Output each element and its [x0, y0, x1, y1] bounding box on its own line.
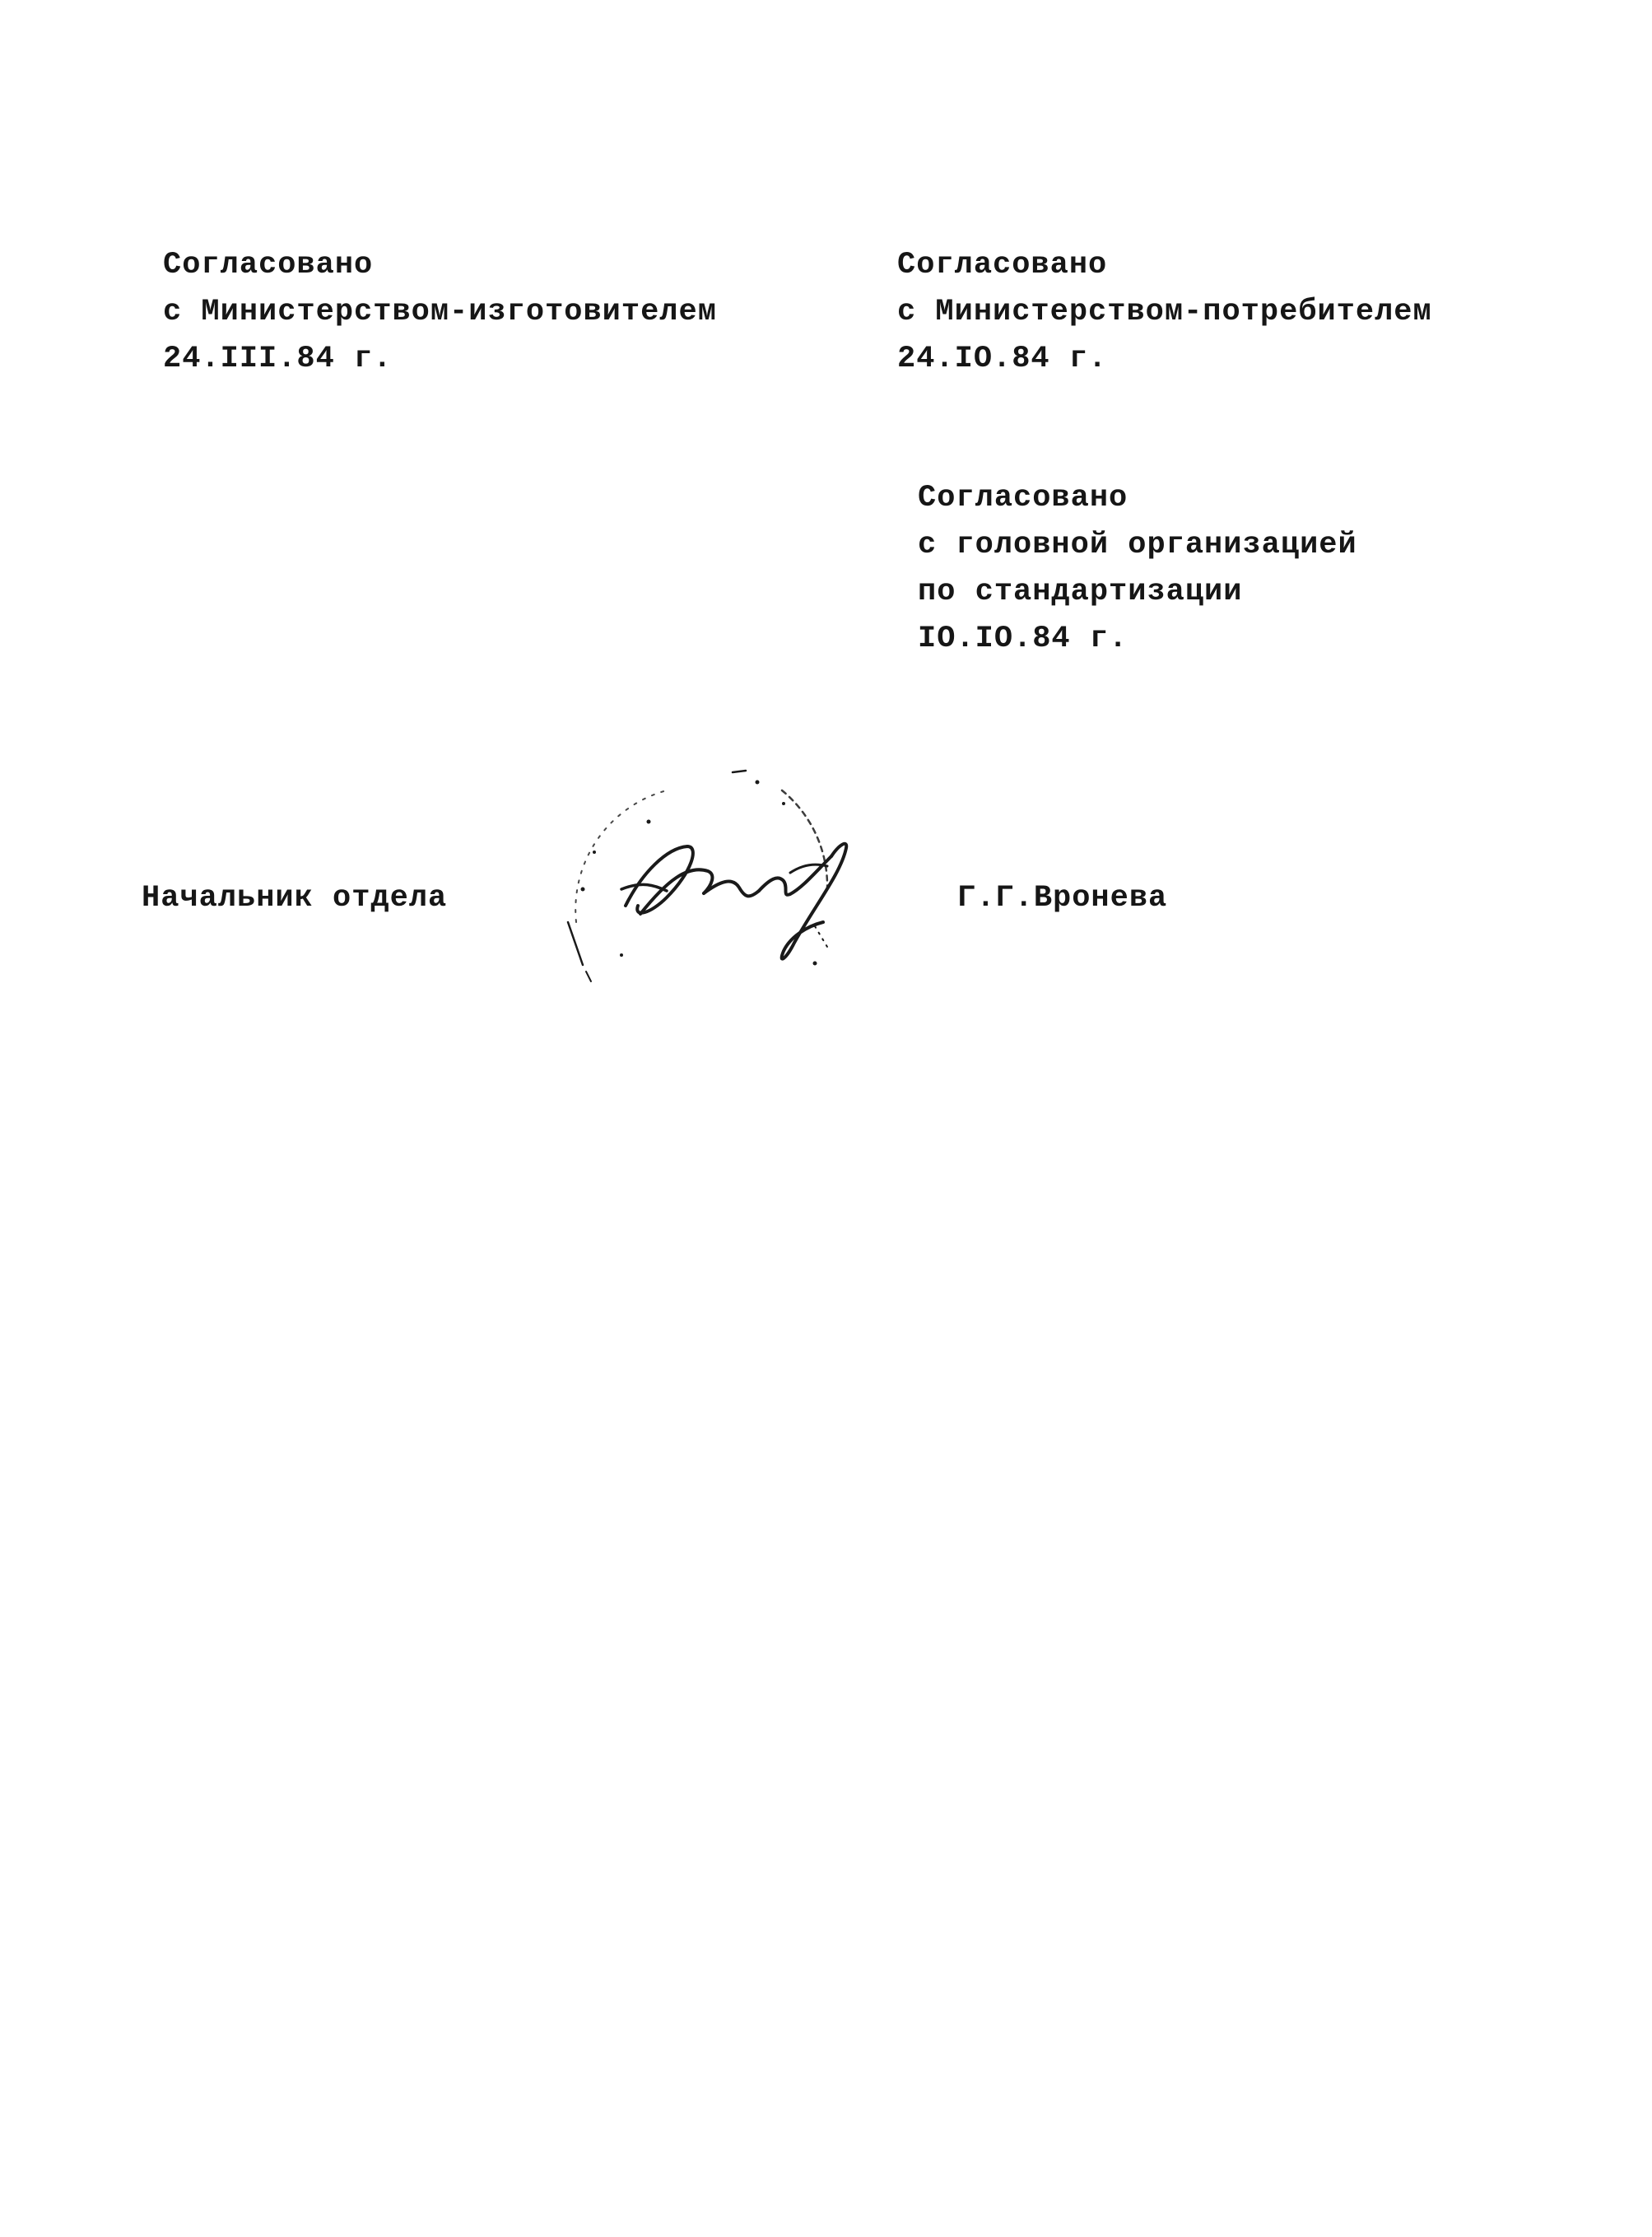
approval-ministry: с Министерством-потребителем — [897, 295, 1432, 329]
approval-block-consumer — [897, 242, 1432, 383]
approval-organization-purpose: по стандартизации — [918, 575, 1243, 609]
approval-block-standardization — [918, 475, 1357, 663]
approval-heading: Согласовано — [918, 481, 1128, 515]
approval-heading: Согласовано — [163, 248, 374, 282]
signer-name: Г.Г.Вронева — [957, 881, 1168, 916]
handwritten-signature — [543, 749, 889, 996]
approval-organization: с головной организацией — [918, 528, 1357, 562]
approval-ministry: с Министерством-изготовителем — [163, 295, 717, 329]
approval-date: IO.IO.84 г. — [918, 622, 1128, 656]
approval-date: 24.III.84 г. — [163, 342, 393, 376]
signer-position: Начальник отдела — [142, 881, 448, 916]
approval-date: 24.IO.84 г. — [897, 342, 1108, 376]
approval-heading: Согласовано — [897, 248, 1108, 282]
approval-block-manufacturer — [163, 242, 717, 383]
